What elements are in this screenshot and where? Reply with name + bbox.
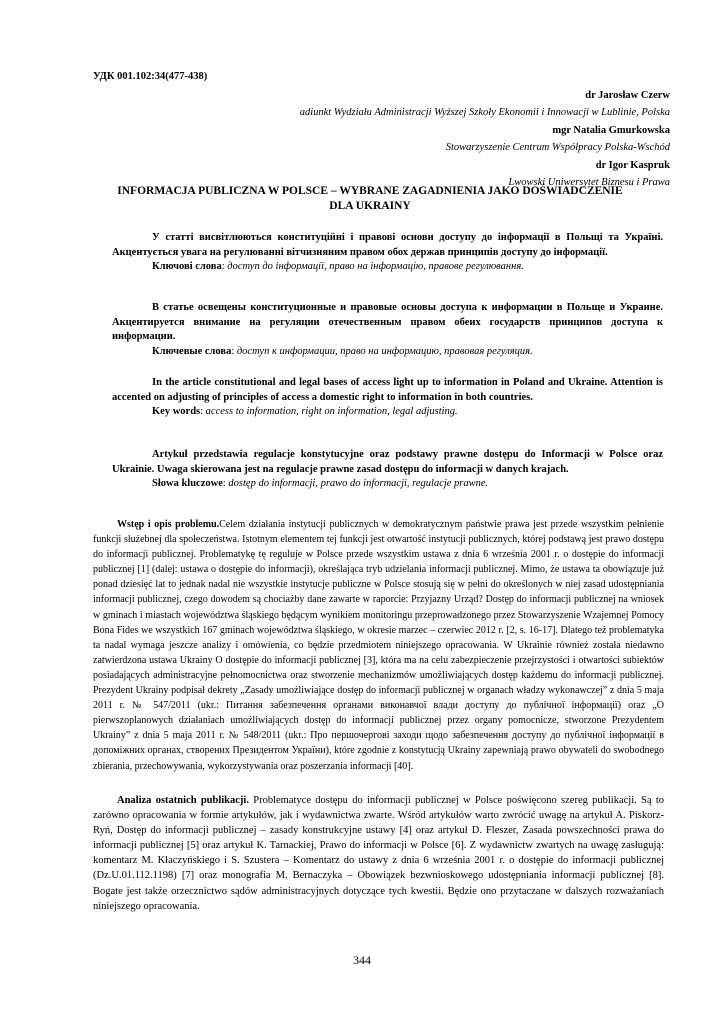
article-title: INFORMACJA PUBLICZNA W POLSCE – WYBRANE ZAGADNIENIA JAKO DOŚWIADCZENIE DLA UKRAINY (117, 185, 623, 212)
author-affiliation: adiunkt Wydziału Administracji Wyższej Szkoły Ekonomii i Innowacji w Lublinie, Polska (299, 107, 670, 119)
paragraph-text: Celem działania instytucji publicznych w demokratycznym państwie prawa jest przede wszystkim pełnienie funkcji służebnej dla społeczeństwa. Istotnym elementem tej funkcji jest otwartość instytucji publicznych, której podstawą jest prawo dostępu do informacji publicznej. Problematykę tę reguluje w Polsce przede wszystkim ustawa z dnia 6 września 2001 r. o dostępie do informacji publicznej [1] (dalej: ustawa o dostępie do informacji), określająca tryb udzielania informacji publicznej. Mimo, że ustawa ta obowiązuje już ponad dziesięć lat to jednak nadal nie wszystkie instytucje publiczne w Polsce stosują się w pełni do określonych w niej zasad udostępniania informacji publicznej, czego dowodem są chociażby dane zawarte w raporcie: Przyjazny Urząd? Dostęp do informacji publicznej na wniosek w gminach i miastach województwa śląskiego będącym wynikiem monitoringu przeprowadzonego przez Stowarzyszenie Wzajemnej Pomocy Bona Fides we wszystkich 167 gminach województwa śląskiego, w okresie marzec – czerwiec 2012 r. [2, s. 16-17]. Dlatego też problematyka ta nadal wymaga jeszcze analizy i omówienia, co będzie przedmiotem niniejszego opracowania. W Ukrainie również została niedawno zatwierdzona ustawa Ukrainy O dostępie do informacji publicznej [3], która ma na celu zabezpieczenie przejrzystości i otwartości subiektów posiadających administracyjne pełnomocnictwa oraz stworzenie mechanizmów umożliwiających dostęp każdemu do informacji publicznej. Prezydent Ukrainy podpisał dekrety „Zasady umożliwiające dostęp do informacji publicznej w organach władzy wykonawczej” z dnia 5 maja 2011 r. № 547/2011 (ukr.: Питання забезпечення органами виконавчої влади доступу до публічної інформації) oraz „O pierwszoplanowych działaniach umożliwiających dostęp do informacji publicznej przez organy pomocnicze, stworzone Prezydentem Ukrainy” z dnia 5 maja 2011 r. № 548/2011 (ukr.: Про першочергові заходи щодо забезпечення доступу до публічної інформації в допоміжних органах, створених Президентом України), które zgodnie z konstytucją Ukrainy zapewniają prawo obywateli do swobodnego zbierania, przechowywania, wykorzystywania oraz poszerzania informacji [40]. (93, 519, 664, 772)
section-heading: Analiza ostatnich publikacji. (117, 795, 249, 806)
authors-block (110, 87, 670, 191)
keywords-line: Ключевые слова: доступ к информации, право на информацию, правовая регуляция. (152, 345, 533, 357)
abstract-text: In the article constitutional and legal bases of access light up to information in Poland and Ukraine. Attention is accented on adjusting of principles of access a domestic right to information in both countries. (112, 377, 663, 403)
introduction-paragraph (93, 517, 664, 774)
abstract-russian (112, 301, 663, 359)
abstract-text: В статье освещены конституционные и правовые основы доступа к информации в Польще и Украине. Акцентируется внимание на регуляции отечественным правом обеих государств принципов доступа к информации. (112, 302, 663, 343)
analysis-paragraph (93, 793, 664, 914)
keywords-value: доступ до інформації, право на інформацію, правове регулювання. (227, 261, 524, 273)
keywords-value: access to information, right on information, legal adjusting. (205, 406, 458, 418)
section-heading: Wstęp i opis problemu. (117, 519, 220, 530)
author-name: dr Igor Kaspruk (595, 159, 670, 171)
section-analysis (93, 793, 664, 914)
keywords-label: Ключові слова (152, 261, 222, 273)
keywords-value: доступ к информации, право на информацию, правовая регуляция. (236, 345, 533, 357)
abstract-text: Artykuł przedstawia regulacje konstytucyjne oraz podstawy prawne dostępu do Informacji w Polsce oraz Ukrainie. Uwaga skierowana jest na regulacje prawne zasad dostępu do informacji w danych krajach. (112, 449, 663, 475)
section-introduction (93, 517, 664, 774)
keywords-line: Słowa kluczowe: dostęp do informacji, prawo do informacji, regulacje prawne. (152, 478, 489, 490)
author-name: mgr Natalia Gmurkowska (552, 124, 670, 136)
paragraph-text: Problematyce dostępu do informacji publicznej w Polsce poświęcono szereg publikacji. Są to zarówno opracowania w formie artykułów, jak i wydawnictwa zwarte. Wśród artykułów warto zwrócić uwagę na artykuł A. Piskorz-Ryń, Dostęp do informacji publicznej – zasady konstrukcyjne ustawy [4] oraz artykuł D. Fleszer, Zasada powszechności prawa do informacji publicznej [5] oraz artykuł K. Tarnackiej, Prawo do informacji w Polsce [6]. Z wydawnictw zwartych na uwagę zasługują: komentarz M. Kłaczyńskiego i S. Szustera – Komentarz do ustawy z dnia 6 września 2001 r. o dostępie do informacji publicznej (Dz.U.01.112.1198) [7] oraz monografia M. Bernaczyka – Obowiązek bezwnioskowego udostępniania informacji publicznej [8]. Bogate jest także orzecznictwo sądów administracyjnych dotyczące tych kwestii. Będzie ono przytaczane w dalszych rozważaniach niniejszego opracowania. (93, 795, 664, 912)
keywords-label: Key words (152, 406, 201, 418)
abstract-ukrainian (112, 231, 663, 275)
keywords-line: Key words: access to information, right on information, legal adjusting. (152, 406, 458, 418)
abstract-text: У статті висвітлюються конституційні і правові основи доступу до інформації в Польщі та Україні. Акцентується увага на регулюванні вітчизняним правом обох держав принципів доступу до інформації. (112, 232, 663, 258)
author-affiliation: Lwowski Uniwersytet Biznesu i Prawa (508, 177, 670, 189)
keywords-label: Ключевые слова (152, 345, 232, 357)
author-affiliation: Stowarzyszenie Centrum Współpracy Polska-Wschód (445, 142, 670, 154)
page-number: 344 (353, 953, 371, 967)
udk-code: УДК 001.102:34(477-438) (93, 71, 208, 82)
abstract-english (112, 376, 663, 420)
keywords-label: Słowa kluczowe (152, 478, 223, 490)
author-name: dr Jarosław Czerw (585, 90, 670, 101)
keywords-value: dostęp do informacji, prawo do informacji, regulacje prawne. (228, 478, 489, 490)
abstract-polish (112, 448, 663, 492)
keywords-line: Ключові слова: доступ до інформації, право на інформацію, правове регулювання. (152, 261, 524, 273)
